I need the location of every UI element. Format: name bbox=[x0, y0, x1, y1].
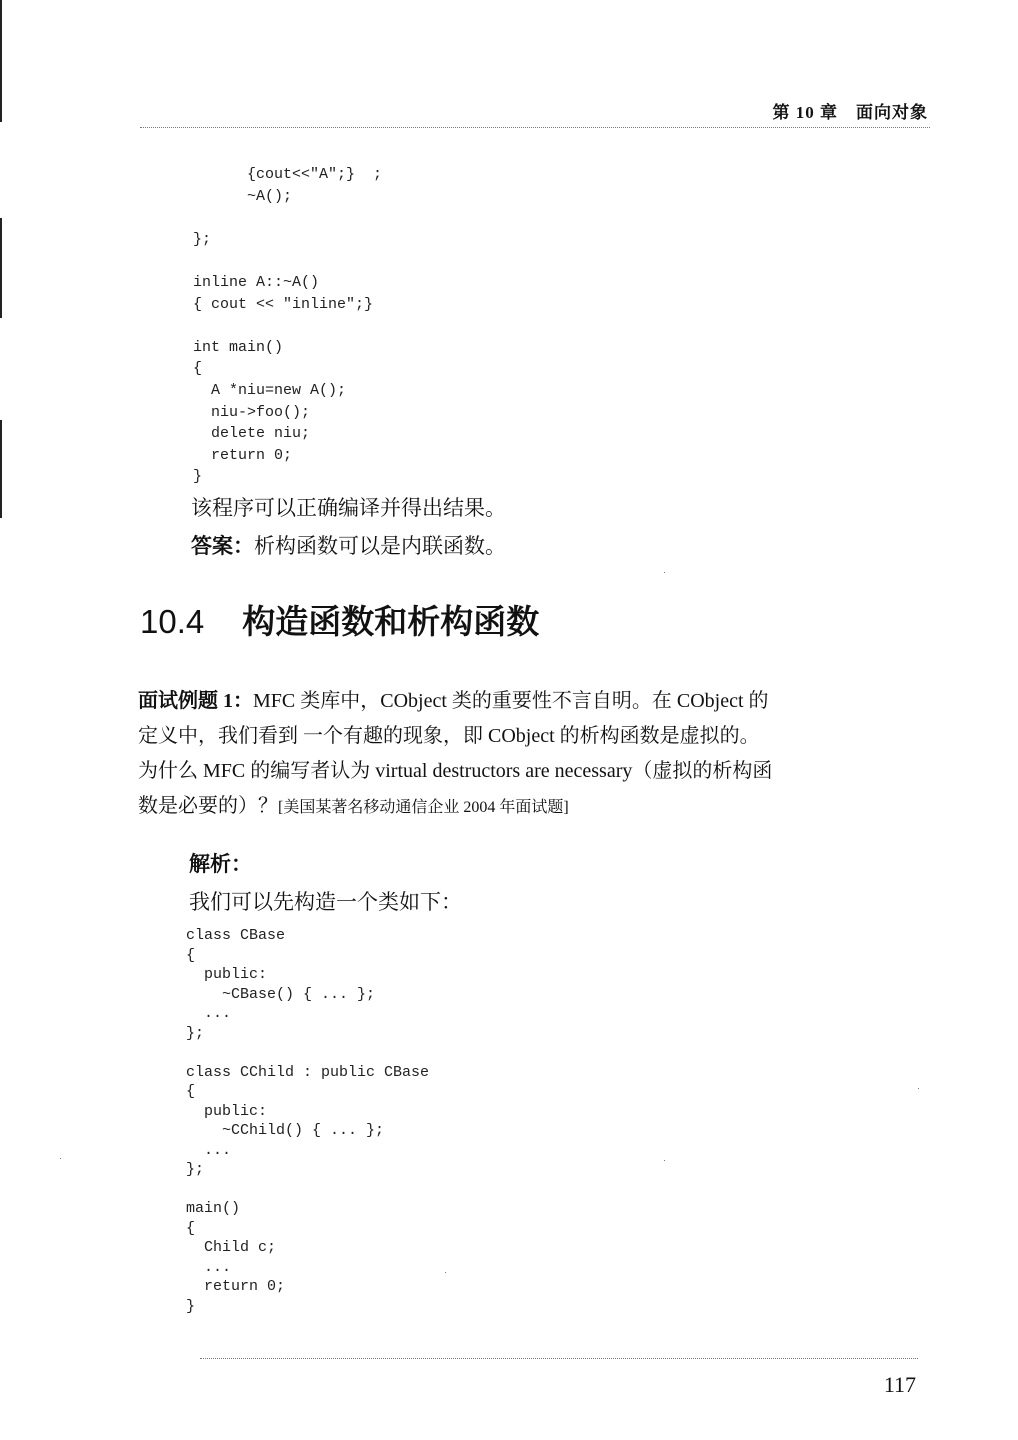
code-line: ~CBase() { ... }; bbox=[186, 985, 376, 1003]
scan-speck bbox=[664, 1160, 665, 1161]
code-line: ... bbox=[186, 1005, 232, 1022]
code-line: }; bbox=[186, 1024, 205, 1042]
answer-text: 析构函数可以是内联函数。 bbox=[254, 534, 506, 558]
code-line: inline A::~A() bbox=[193, 273, 320, 291]
code-line: A *niu=new A(); bbox=[193, 381, 347, 399]
code-line: {cout<<"A";} ; bbox=[193, 166, 383, 183]
code-line: ~A(); bbox=[193, 187, 293, 205]
code-line: int main() bbox=[193, 338, 284, 356]
running-header bbox=[773, 98, 929, 123]
footer-rule bbox=[200, 1358, 918, 1359]
code-line: ... bbox=[186, 1258, 232, 1276]
scan-speck bbox=[918, 1088, 919, 1089]
section-title: 构造函数和析构函数 bbox=[242, 602, 540, 641]
section-heading bbox=[140, 596, 539, 643]
scan-speck bbox=[445, 1272, 446, 1273]
analysis-label bbox=[189, 846, 252, 882]
question-line-3: 为什么 MFC 的编写者认为 virtual destructors are necessary（虚拟的析构函 bbox=[138, 760, 773, 782]
code-line: main() bbox=[186, 1200, 241, 1217]
code-line: ~CChild() { ... }; bbox=[186, 1122, 385, 1139]
code-line: { cout << "inline";} bbox=[193, 295, 374, 313]
code-block-class-example bbox=[186, 926, 429, 1316]
chapter-number: 第 10 章 bbox=[772, 103, 838, 122]
code-line: { bbox=[186, 1219, 196, 1237]
code-line: niu->foo(); bbox=[193, 403, 311, 421]
question-line-4: 数是必要的）？ bbox=[138, 795, 278, 817]
scan-speck bbox=[60, 1158, 61, 1159]
body-paragraph: 该程序可以正确编译并得出结果。 bbox=[191, 496, 506, 520]
code-line: Child c; bbox=[186, 1239, 277, 1256]
code-line: { bbox=[186, 946, 196, 964]
question-line-2: 定义中，我们看到 一个有趣的现象，即 CObject 的析构函数是虚拟的。 bbox=[138, 725, 760, 747]
analysis-label-text: 解析： bbox=[189, 852, 252, 876]
scan-edge-mark bbox=[0, 0, 2, 122]
code-line: delete niu; bbox=[193, 425, 311, 443]
question-label: 面试例题 1： bbox=[138, 690, 253, 712]
code-line: return 0; bbox=[193, 446, 293, 464]
code-line: ... bbox=[186, 1141, 232, 1159]
analysis-intro: 我们可以先构造一个类如下： bbox=[189, 890, 462, 914]
code-line: class CBase bbox=[186, 927, 286, 944]
answer-paragraph bbox=[191, 528, 506, 564]
code-block-continued bbox=[193, 164, 382, 488]
code-line: }; bbox=[186, 1161, 205, 1178]
code-line: }; bbox=[193, 230, 212, 248]
scan-edge-mark bbox=[0, 218, 2, 318]
question-source: [美国某著名移动通信企业 2004 年面试题] bbox=[278, 799, 569, 816]
code-line: } bbox=[193, 468, 203, 486]
interview-question bbox=[138, 684, 938, 825]
page-number: 117 bbox=[883, 1372, 916, 1397]
code-line: { bbox=[193, 360, 203, 378]
code-line: { bbox=[186, 1083, 196, 1100]
code-line: return 0; bbox=[186, 1278, 286, 1295]
chapter-title: 面向对象 bbox=[856, 103, 928, 122]
header-rule bbox=[140, 127, 930, 128]
scan-speck bbox=[664, 572, 665, 573]
section-number: 10.4 bbox=[140, 603, 205, 640]
scan-edge-mark bbox=[0, 420, 2, 518]
code-line: } bbox=[186, 1297, 196, 1315]
code-line: public: bbox=[186, 1102, 268, 1120]
code-line: public: bbox=[186, 966, 268, 983]
code-line: class CChild : public CBase bbox=[186, 1063, 430, 1081]
question-line-1: MFC 类库中，CObject 类的重要性不言自明。在 CObject 的 bbox=[253, 690, 769, 712]
answer-label: 答案： bbox=[191, 534, 254, 558]
